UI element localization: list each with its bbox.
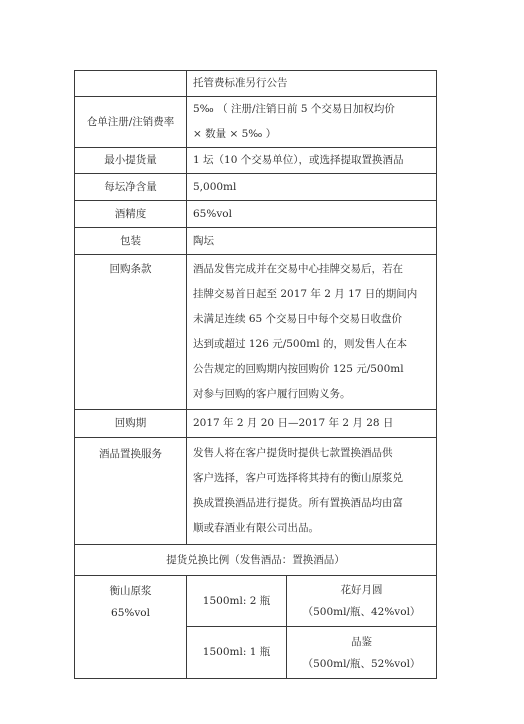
net-content-value: 5,000ml	[187, 174, 437, 201]
product-spec-table	[74, 70, 437, 679]
min-delivery-label: 最小提货量	[75, 148, 187, 174]
buyback-terms-line: 达到或超过 126 元/500ml 的，则发售人在本	[193, 338, 407, 350]
buyback-terms-line: 公告规定的回购期内按回购价 125 元/500ml	[193, 363, 404, 375]
buyback-terms-line: 酒品发售完成并在交易中心挂牌交易后，若在	[193, 263, 403, 275]
replacement-line: 换成置换酒品进行提货。所有置换酒品均由富	[193, 497, 403, 509]
replacement-line: 发售人将在客户提货时提供七款置换酒品供	[193, 447, 393, 459]
reg-fee-line-1: 5‰ （ 注册/注销日前 5 个交易日加权均价	[193, 103, 395, 115]
exchange-target	[287, 627, 437, 679]
target-name: 花好月圆	[340, 584, 383, 596]
reg-fee-row	[75, 97, 437, 148]
origin-abv: 65%vol	[111, 607, 150, 619]
origin-name: 衡山原浆	[109, 585, 152, 597]
fee-note-row	[75, 71, 437, 97]
min-delivery-value: 1 坛（10 个交易单位），或选择提取置换酒品	[187, 148, 437, 174]
alcohol-value: 65%vol	[187, 201, 437, 228]
replacement-line: 客户选择，客户可选择将其持有的衡山原浆兑	[193, 472, 403, 484]
buyback-period-row	[75, 410, 437, 438]
exchange-ratio: 1500ml: 1 瓶	[187, 627, 287, 679]
exchange-ratio: 1500ml: 2 瓶	[187, 576, 287, 627]
replacement-label: 酒品置换服务	[75, 438, 187, 545]
exchange-row	[75, 576, 437, 627]
buyback-terms-value	[187, 255, 437, 410]
reg-fee-line-2: × 数量 × 5‰ ）	[193, 128, 277, 140]
buyback-terms-label: 回购条款	[75, 255, 187, 410]
exchange-title: 提货兑换比例（发售酒品：置换酒品）	[75, 545, 437, 576]
target-spec: （500ml/瓶、52%vol）	[302, 657, 421, 670]
buyback-terms-row	[75, 255, 437, 410]
target-name: 品鉴	[351, 635, 372, 648]
net-content-label: 每坛净含量	[75, 174, 187, 201]
target-spec: （500ml/瓶、42%vol）	[302, 606, 421, 618]
replacement-value	[187, 438, 437, 545]
reg-fee-value	[187, 97, 437, 148]
reg-fee-label: 仓单注册/注销费率	[75, 97, 187, 148]
alcohol-row	[75, 201, 437, 228]
buyback-terms-line: 未满足连续 65 个交易日中每个交易日收盘价	[193, 313, 403, 325]
packaging-label: 包装	[75, 228, 187, 255]
replacement-row	[75, 438, 437, 545]
replacement-line: 顺或春酒业有限公司出品。	[193, 522, 319, 534]
buyback-period-label: 回购期	[75, 410, 187, 438]
fee-note-value: 托管费标准另行公告	[187, 71, 437, 97]
net-content-row	[75, 174, 437, 201]
min-delivery-row	[75, 148, 437, 174]
packaging-value: 陶坛	[187, 228, 437, 255]
packaging-row	[75, 228, 437, 255]
exchange-origin	[75, 576, 187, 679]
buyback-terms-line: 挂牌交易首日起至 2017 年 2 月 17 日的期间内	[193, 288, 418, 300]
exchange-title-row	[75, 545, 437, 576]
buyback-terms-line: 对参与回购的客户履行回购义务。	[193, 388, 351, 400]
exchange-target	[287, 576, 437, 627]
alcohol-label: 酒精度	[75, 201, 187, 228]
buyback-period-value: 2017 年 2 月 20 日—2017 年 2 月 28 日	[187, 410, 437, 438]
